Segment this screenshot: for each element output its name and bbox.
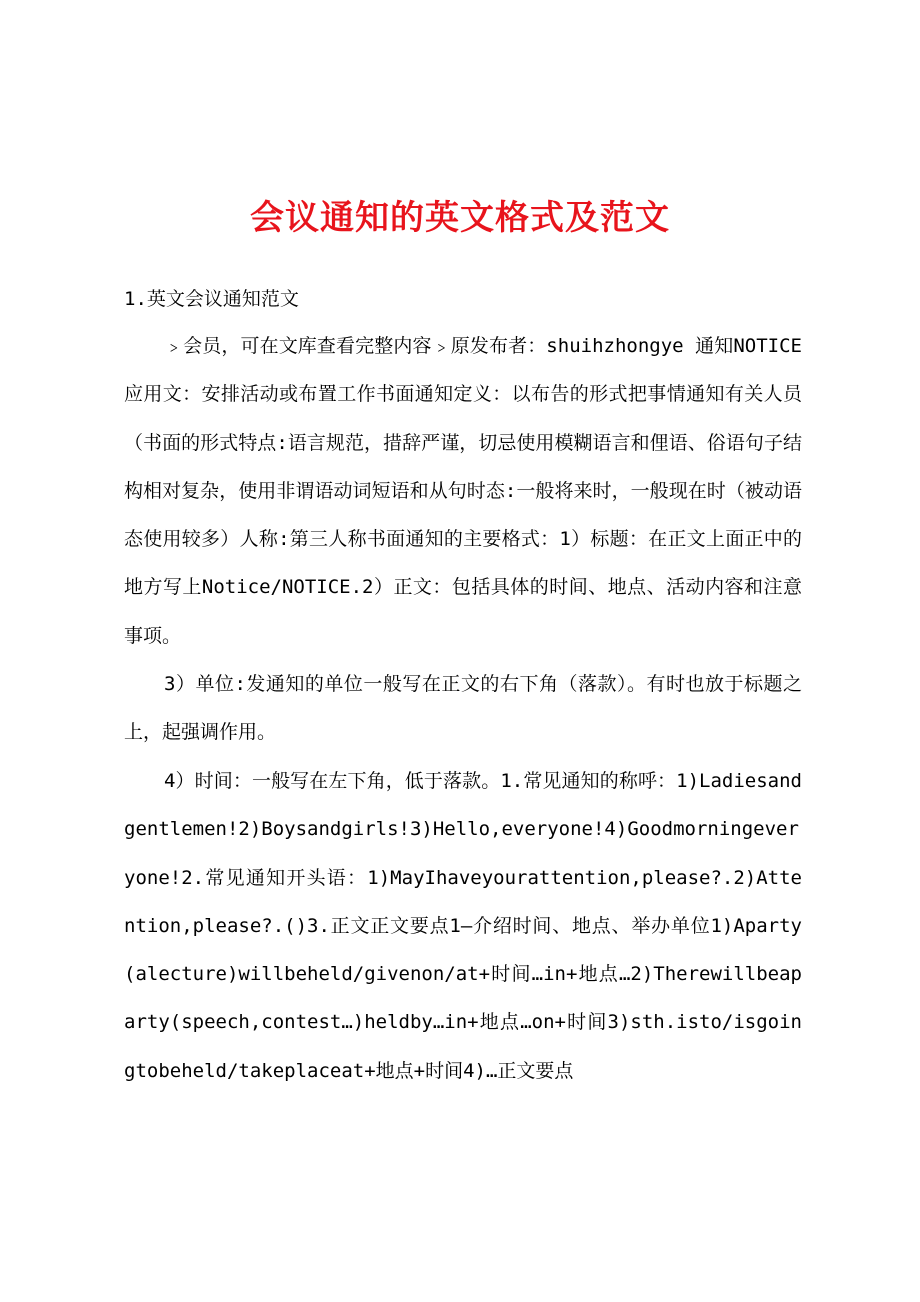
- paragraph-notice-definition: ﹥会员，可在文库查看完整内容﹥原发布者：shuihzhongye 通知NOTICE应用文：安排活动或布置工作书面通知定义：以布告的形式把事情通知有关人员（书面的形式特点:语言规范，措辞严谨，切忌使用模糊语言和俚语、俗语句子结构相对复杂，使用非谓语动词短语和从句时态:一般将来时，一般现在时（被动语态使用较多）人称:第三人称书面通知的主要格式：1）标题：在正文上面正中的地方写上Notice/NOTICE.2）正文：包括具体的时间、地点、活动内容和注意事项。: [124, 335, 802, 647]
- paragraph-time-and-phrases: 4）时间：一般写在左下角，低于落款。1.常见通知的称呼：1)Ladiesandgentlemen!2)Boysandgirls!3)Hello,everyone!4)Goodmorningeveryone!2.常见通知开头语：1)MayIhaveyourattention,please?.2)Attention,please?.()3.正文正文要点1—介绍时间、地点、举办单位1)Aparty(alecture)willbeheld/givenon/at+时间…in+地点…2)Therewillbeaparty(speech,contest…)heldby…in+地点…on+时间3)sth.isto/isgoingtobeheld/takeplaceat+地点+时间4)…正文要点: [124, 770, 802, 1082]
- section-heading: 1.英文会议通知范文: [124, 288, 299, 310]
- document-title: 会议通知的英文格式及范文: [250, 198, 670, 238]
- paragraph-unit: 3）单位:发通知的单位一般写在正文的右下角（落款）。有时也放于标题之上，起强调作用。: [124, 673, 802, 744]
